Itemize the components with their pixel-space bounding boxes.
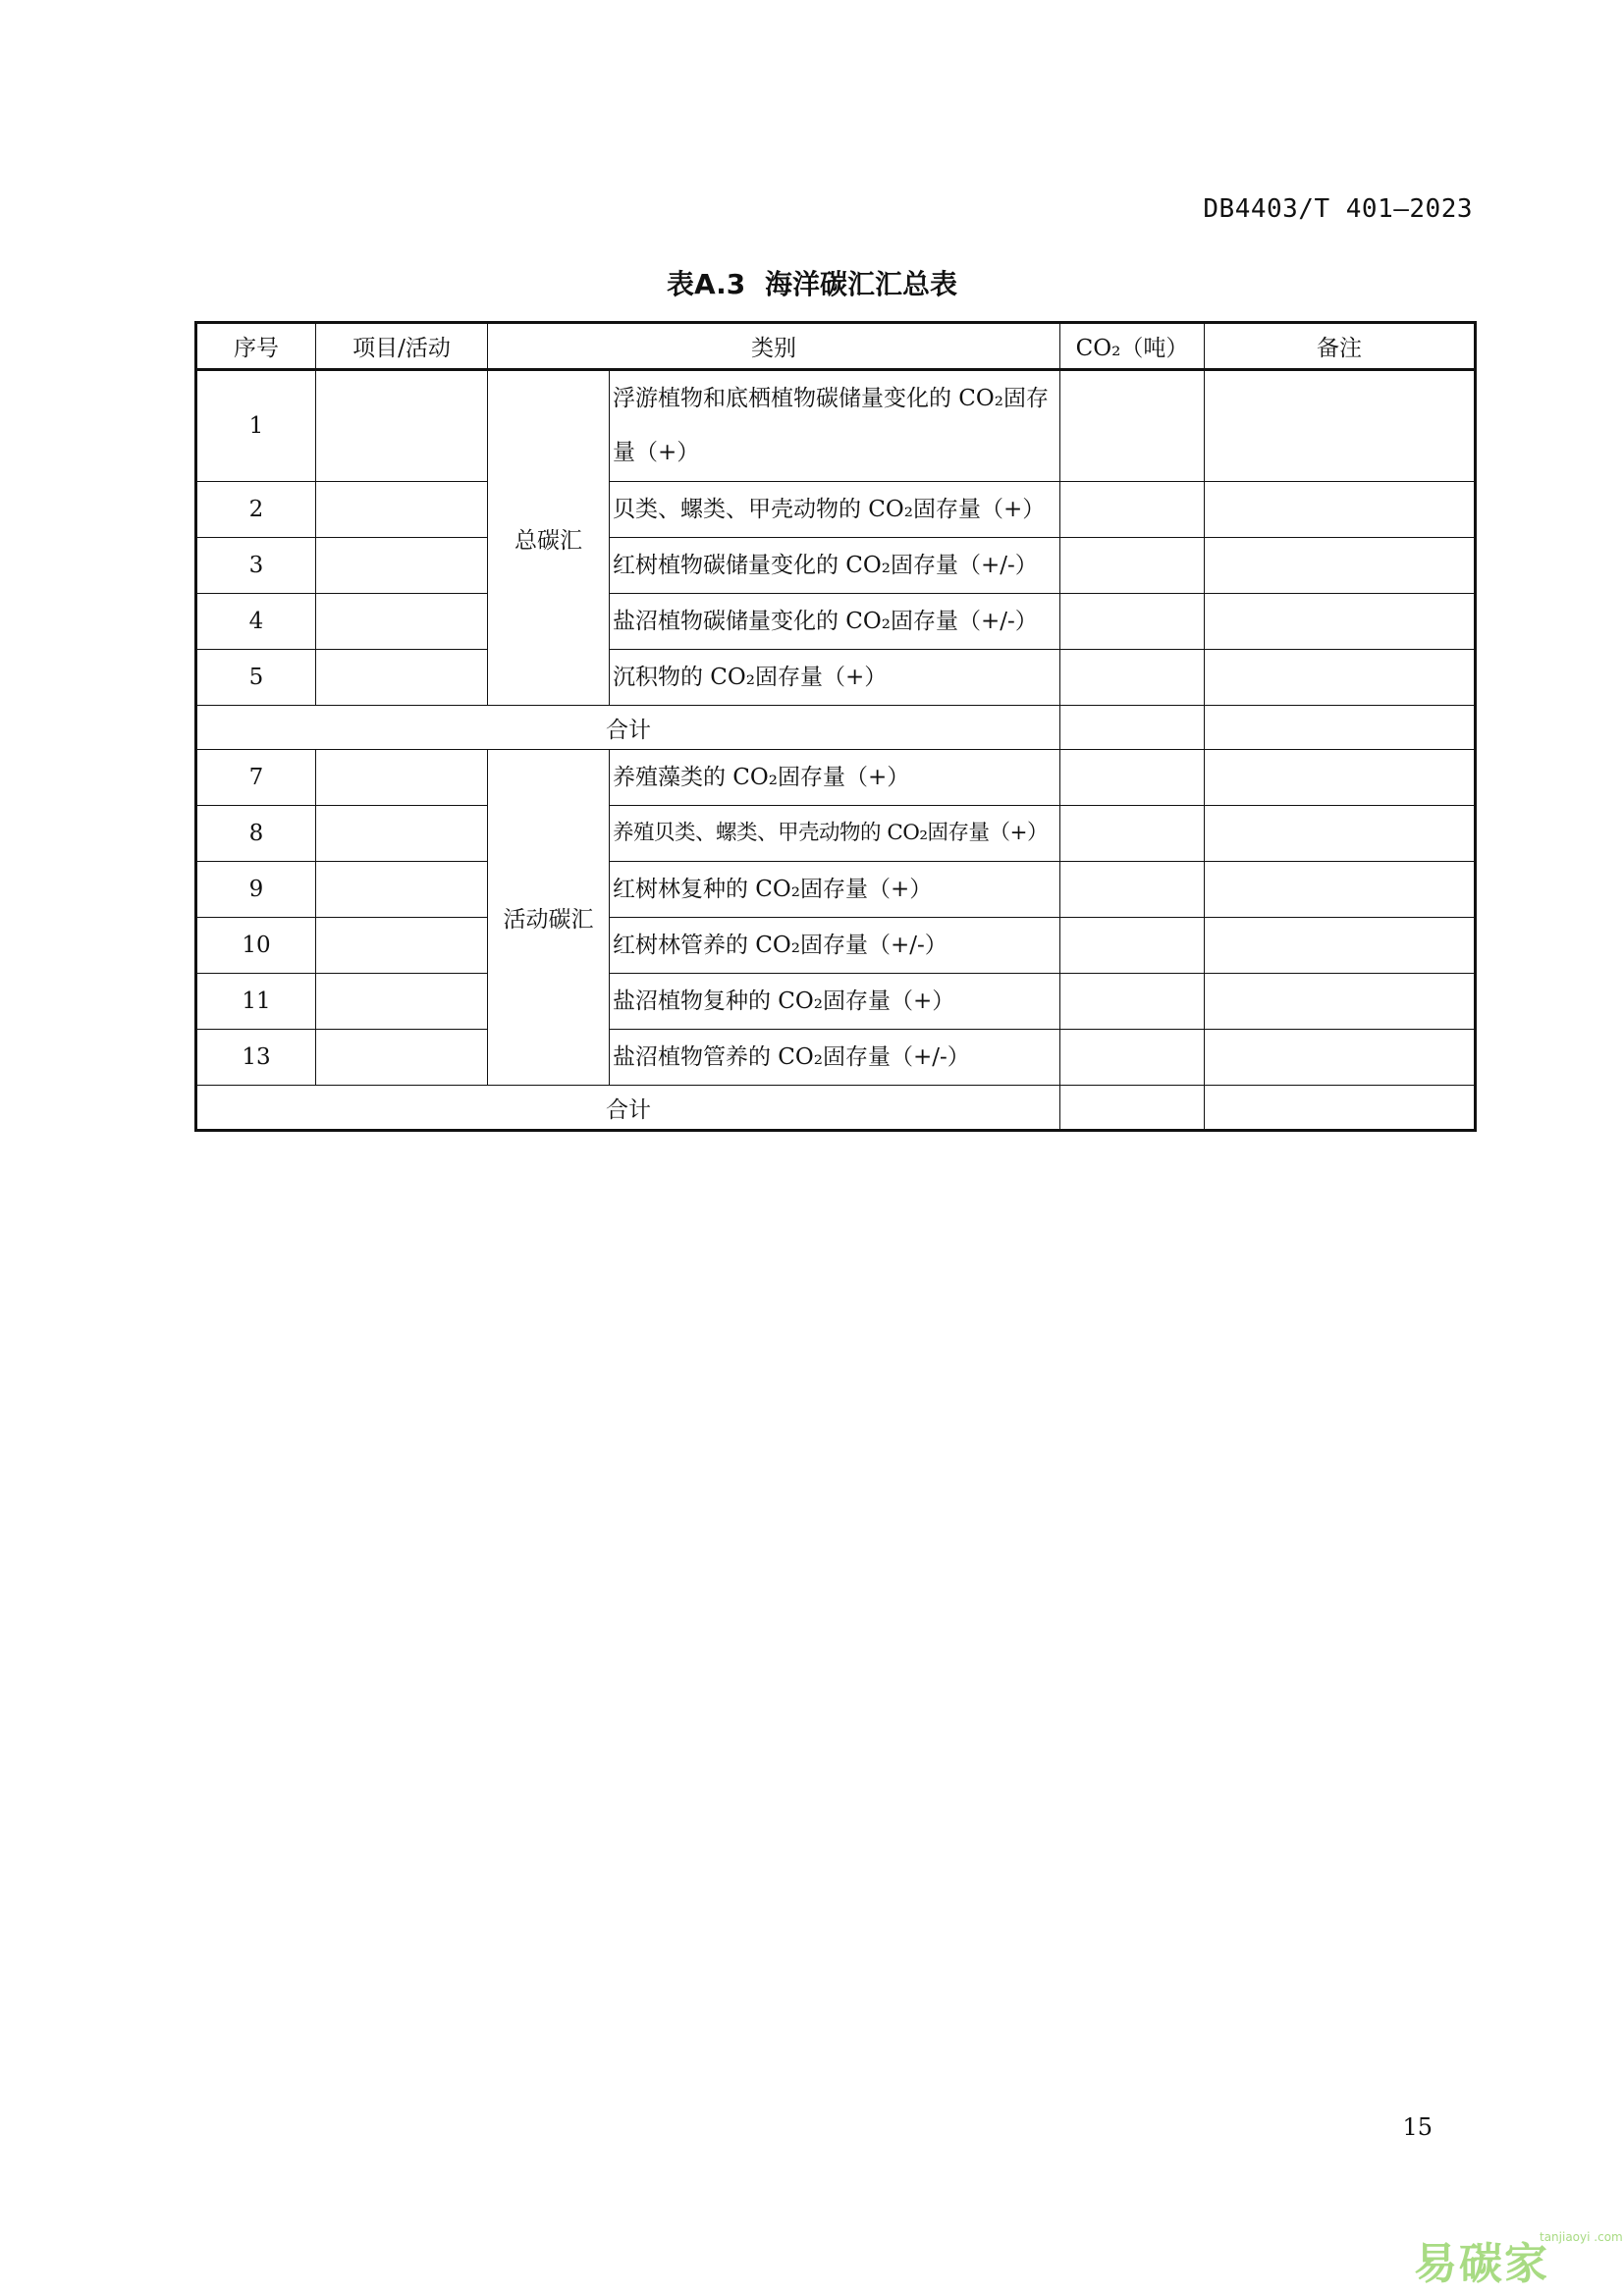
remark-cell[interactable] (1205, 594, 1476, 650)
table-row (196, 918, 1476, 974)
category-cell: 沉积物的 CO₂固存量（+） (610, 650, 1060, 706)
table-row (196, 370, 1476, 482)
subtotal-label: 合计 (196, 1086, 1060, 1131)
remark-cell[interactable] (1205, 806, 1476, 862)
co2-subtotal-cell[interactable] (1060, 1086, 1205, 1131)
group-label-activity: 活动碳汇 (488, 750, 610, 1086)
item-cell[interactable] (316, 1030, 488, 1086)
watermark-domain: tanjiaoyi .com (1540, 2230, 1623, 2244)
row-number: 1 (196, 370, 316, 482)
col-header-category: 类别 (488, 323, 1060, 370)
item-cell[interactable] (316, 650, 488, 706)
co2-cell[interactable] (1060, 538, 1205, 594)
col-header-co2: CO₂（吨） (1060, 323, 1205, 370)
subtotal-row-total (196, 706, 1476, 750)
col-header-remark: 备注 (1205, 323, 1476, 370)
category-cell: 红树植物碳储量变化的 CO₂固存量（+/-） (610, 538, 1060, 594)
table-header-row (196, 323, 1476, 370)
row-number: 13 (196, 1030, 316, 1086)
row-number: 2 (196, 482, 316, 538)
item-cell[interactable] (316, 918, 488, 974)
co2-cell[interactable] (1060, 482, 1205, 538)
remark-cell[interactable] (1205, 1086, 1476, 1131)
row-number: 11 (196, 974, 316, 1030)
co2-cell[interactable] (1060, 918, 1205, 974)
co2-cell[interactable] (1060, 370, 1205, 482)
carbon-sink-summary-table (194, 321, 1477, 1132)
table-row (196, 974, 1476, 1030)
table-row (196, 538, 1476, 594)
remark-cell[interactable] (1205, 918, 1476, 974)
col-header-item: 项目/活动 (316, 323, 488, 370)
category-cell: 盐沼植物管养的 CO₂固存量（+/-） (610, 1030, 1060, 1086)
page-number: 15 (1402, 2113, 1433, 2141)
item-cell[interactable] (316, 594, 488, 650)
category-cell: 浮游植物和底栖植物碳储量变化的 CO₂固存量（+） (610, 370, 1060, 482)
table-row (196, 1030, 1476, 1086)
table-row (196, 806, 1476, 862)
row-number: 7 (196, 750, 316, 806)
item-cell[interactable] (316, 806, 488, 862)
col-header-no: 序号 (196, 323, 316, 370)
remark-cell[interactable] (1205, 1030, 1476, 1086)
item-cell[interactable] (316, 370, 488, 482)
table-row (196, 482, 1476, 538)
co2-cell[interactable] (1060, 650, 1205, 706)
row-number: 9 (196, 862, 316, 918)
subtotal-label: 合计 (196, 706, 1060, 750)
standard-code: DB4403/T 401—2023 (1203, 194, 1473, 224)
co2-cell[interactable] (1060, 594, 1205, 650)
item-cell[interactable] (316, 862, 488, 918)
category-cell: 盐沼植物碳储量变化的 CO₂固存量（+/-） (610, 594, 1060, 650)
co2-cell[interactable] (1060, 750, 1205, 806)
co2-cell[interactable] (1060, 806, 1205, 862)
table-row (196, 750, 1476, 806)
item-cell[interactable] (316, 538, 488, 594)
row-number: 8 (196, 806, 316, 862)
watermark-logo: 易碳家 (1414, 2239, 1549, 2289)
group-label-total: 总碳汇 (488, 370, 610, 706)
co2-cell[interactable] (1060, 1030, 1205, 1086)
table-row (196, 862, 1476, 918)
remark-cell[interactable] (1205, 862, 1476, 918)
co2-cell[interactable] (1060, 862, 1205, 918)
table-row (196, 594, 1476, 650)
row-number: 3 (196, 538, 316, 594)
remark-cell[interactable] (1205, 538, 1476, 594)
category-cell: 贝类、螺类、甲壳动物的 CO₂固存量（+） (610, 482, 1060, 538)
table-title: 表A.3 海洋碳汇汇总表 (666, 268, 958, 300)
item-cell[interactable] (316, 482, 488, 538)
remark-cell[interactable] (1205, 750, 1476, 806)
row-number: 4 (196, 594, 316, 650)
remark-cell[interactable] (1205, 706, 1476, 750)
category-cell: 养殖藻类的 CO₂固存量（+） (610, 750, 1060, 806)
remark-cell[interactable] (1205, 650, 1476, 706)
row-number: 5 (196, 650, 316, 706)
co2-cell[interactable] (1060, 974, 1205, 1030)
category-cell: 养殖贝类、螺类、甲壳动物的 CO₂固存量（+） (610, 806, 1060, 862)
category-cell: 盐沼植物复种的 CO₂固存量（+） (610, 974, 1060, 1030)
table-row (196, 650, 1476, 706)
category-cell: 红树林管养的 CO₂固存量（+/-） (610, 918, 1060, 974)
remark-cell[interactable] (1205, 370, 1476, 482)
row-number: 10 (196, 918, 316, 974)
remark-cell[interactable] (1205, 974, 1476, 1030)
co2-subtotal-cell[interactable] (1060, 706, 1205, 750)
remark-cell[interactable] (1205, 482, 1476, 538)
subtotal-row-activity (196, 1086, 1476, 1131)
category-cell: 红树林复种的 CO₂固存量（+） (610, 862, 1060, 918)
item-cell[interactable] (316, 974, 488, 1030)
item-cell[interactable] (316, 750, 488, 806)
